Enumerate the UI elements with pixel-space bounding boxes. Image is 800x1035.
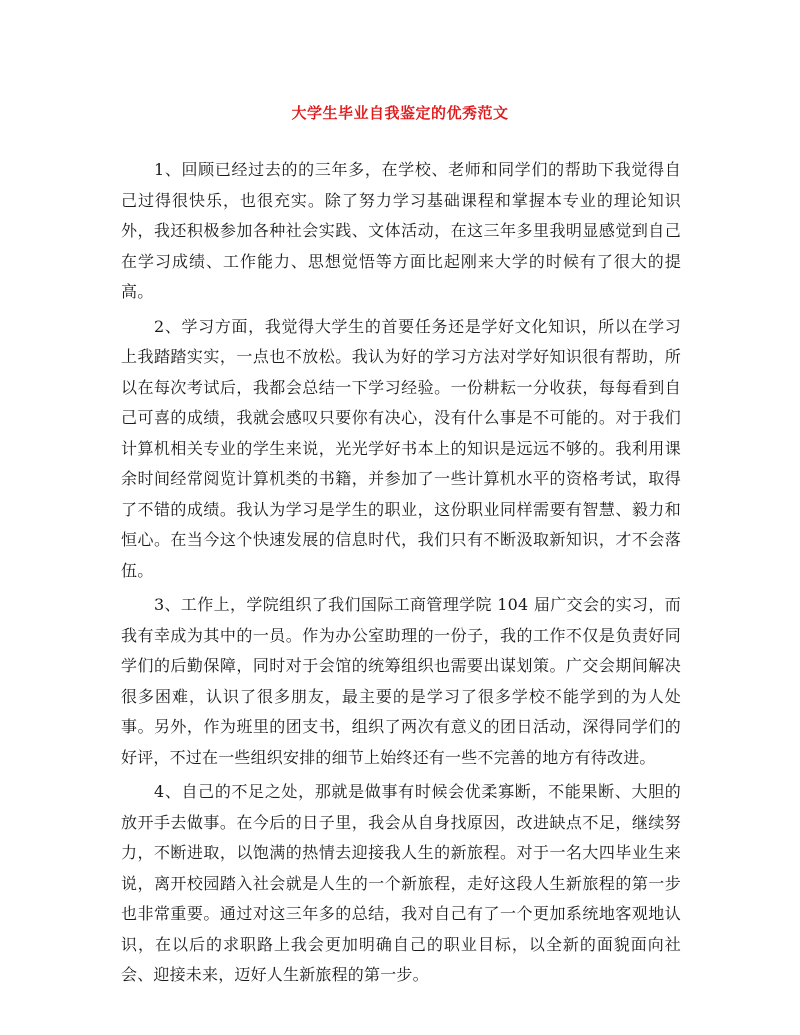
paragraph-1: 1、回顾已经过去的的三年多，在学校、老师和同学们的帮助下我觉得自己过得很快乐，也很充实。除了努力学习基础课程和掌握本专业的理论知识外，我还积极参加各种社会实践、文体活动，在这三年多里我明显感觉到自己在学习成绩、工作能力、思想觉悟等方面比起刚来大学的时候有了很大的提高。: [121, 160, 681, 301]
paragraph-3: 3、工作上，学院组织了我们国际工商管理学院 104 届广交会的实习，而我有幸成为其中的一员。作为办公室助理的一份子，我的工作不仅是负责好同学们的后勤保障，同时对于会馆的统筹组织也需要出谋划策。广交会期间解决很多困难，认识了很多朋友，最主要的是学习了很多学校不能学到的为人处事。另外，作为班里的团支书，组织了两次有意义的团日活动，深得同学们的好评，不过在一些组织安排的细节上始终还有一些不完善的地方有待改进。: [121, 595, 681, 767]
paragraph-4: 4、自己的不足之处，那就是做事有时候会优柔寡断，不能果断、大胆的放开手去做事。在今后的日子里，我会从自身找原因，改进缺点不足，继续努力，不断进取，以饱满的热情去迎接我人生的新旅程。对于一名大四毕业生来说，离开校园踏入社会就是人生的一个新旅程，走好这段人生新旅程的第一步也非常重要。通过对这三年多的总结，我对自己有了一个更加系统地客观地认识，在以后的求职路上我会更加明确自己的职业目标，以全新的面貌面向社会、迎接未来，迈好人生新旅程的第一步。: [121, 782, 681, 984]
document-body: [121, 155, 681, 995]
paragraph-2: 2、学习方面，我觉得大学生的首要任务还是学好文化知识，所以在学习上我踏踏实实，一点也不放松。我认为好的学习方法对学好知识很有帮助，所以在每次考试后，我都会总结一下学习经验。一份耕耘一分收获，每每看到自己可喜的成绩，我就会感叹只要你有决心，没有什么事是不可能的。对于我们计算机相关专业的学生来说，光光学好书本上的知识是远远不够的。我利用课余时间经常阅览计算机类的书籍，并参加了一些计算机水平的资格考试，取得了不错的成绩。我认为学习是学生的职业，这份职业同样需要有智慧、毅力和恒心。在当今这个快速发展的信息时代，我们只有不断汲取新知识，才不会落伍。: [121, 316, 681, 580]
document-title: 大学生毕业自我鉴定的优秀范文: [291, 104, 509, 122]
